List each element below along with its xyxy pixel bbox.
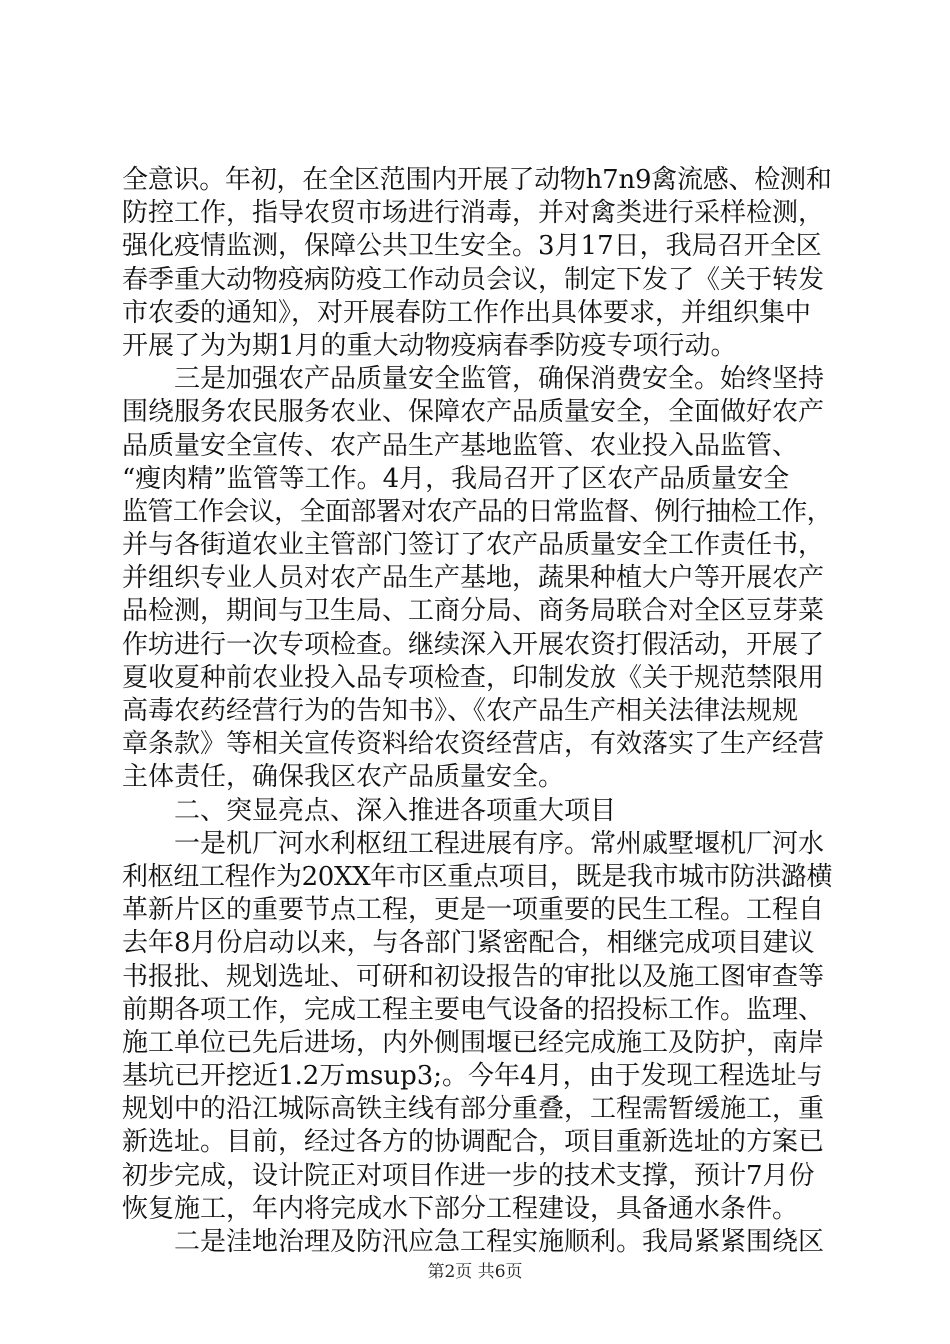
body-text-line: 监管工作会议，全面部署对农产品的日常监督、例行抽检工作， <box>122 496 833 527</box>
body-text-line: 革新片区的重要节点工程，更是一项重要的民生工程。工程自 <box>122 895 825 926</box>
body-text-line: 强化疫情监测，保障公共卫生安全。3月17日，我局召开全区 <box>122 231 822 262</box>
body-text-line: 并与各街道农业主管部门签订了农产品质量安全工作责任书， <box>122 530 825 561</box>
body-text-line: 并组织专业人员对农产品生产基地，蔬果种植大户等开展农产 <box>122 563 825 594</box>
body-text-line: 基坑已开挖近1.2万msup3;。今年4月，由于发现工程选址与 <box>122 1061 823 1092</box>
body-text-line: 一是机厂河水利枢纽工程进展有序。常州戚墅堰机厂河水 <box>122 828 825 859</box>
body-text-line: 三是加强农产品质量安全监管，确保消费安全。始终坚持 <box>122 364 825 395</box>
body-text-line: 春季重大动物疫病防疫工作动员会议，制定下发了《关于转发 <box>122 264 825 295</box>
body-text-line: “瘦肉精”监管等工作。4月，我局召开了区农产品质量安全 <box>122 463 790 494</box>
body-text-line: 夏收夏种前农业投入品专项检查，印制发放《关于规范禁限用 <box>122 662 825 693</box>
body-text-line: 品检测，期间与卫生局、工商分局、商务局联合对全区豆芽菜 <box>122 596 825 627</box>
body-text-line: 全意识。年初，在全区范围内开展了动物h7n9禽流感、检测和 <box>122 165 832 195</box>
body-text-line: 章条款》等相关宣传资料给农资经营店，有效落实了生产经营 <box>122 729 825 760</box>
body-text-line: 恢复施工，年内将完成水下部分工程建设，具备通水条件。 <box>122 1193 799 1224</box>
body-text-line: 开展了为为期1月的重大动物疫病春季防疫专项行动。 <box>122 330 737 361</box>
body-text-line: 去年8月份启动以来，与各部门紧密配合，相继完成项目建议 <box>122 928 815 959</box>
body-text-line: 高毒农药经营行为的告知书》、《农产品生产相关法律法规规 <box>122 696 799 726</box>
body-text-line: 围绕服务农民服务农业、保障农产品质量安全，全面做好农产 <box>122 397 825 428</box>
body-text-line: 书报批、规划选址、可研和初设报告的审批以及施工图审查等 <box>122 961 825 992</box>
body-text-line: 规划中的沿江城际高铁主线有部分重叠，工程需暂缓施工，重 <box>122 1094 825 1125</box>
body-text-line: 利枢纽工程作为20XX年市区重点项目，既是我市城市防洪潞横 <box>122 861 833 892</box>
body-text-line: 市农委的通知》，对开展春防工作作出具体要求，并组织集中 <box>122 297 812 328</box>
body-text-line: 二是洼地治理及防汛应急工程实施顺利。我局紧紧围绕区 <box>122 1227 825 1257</box>
body-text-line: 二、突显亮点、深入推进各项重大项目 <box>122 795 617 826</box>
body-text-line: 前期各项工作，完成工程主要电气设备的招投标工作。监理、 <box>122 994 825 1025</box>
body-text-line: 主体责任，确保我区农产品质量安全。 <box>122 762 565 793</box>
body-text-line: 初步完成，设计院正对项目作进一步的技术支撑，预计7月份 <box>122 1160 815 1191</box>
body-text-line: 作坊进行一次专项检查。继续深入开展农资打假活动，开展了 <box>122 629 825 660</box>
page-footer: 第2页 共6页 <box>427 1262 523 1282</box>
document-body <box>122 164 832 1259</box>
body-text-line: 新选址。目前，经过各方的协调配合，项目重新选址的方案已 <box>122 1127 825 1158</box>
body-text-line: 防控工作，指导农贸市场进行消毒，并对禽类进行采样检测， <box>122 198 825 229</box>
body-text-line: 品质量安全宣传、农产品生产基地监管、农业投入品监管、 <box>122 430 799 461</box>
body-text-line: 施工单位已先后进场，内外侧围堰已经完成施工及防护，南岸 <box>122 1027 825 1058</box>
